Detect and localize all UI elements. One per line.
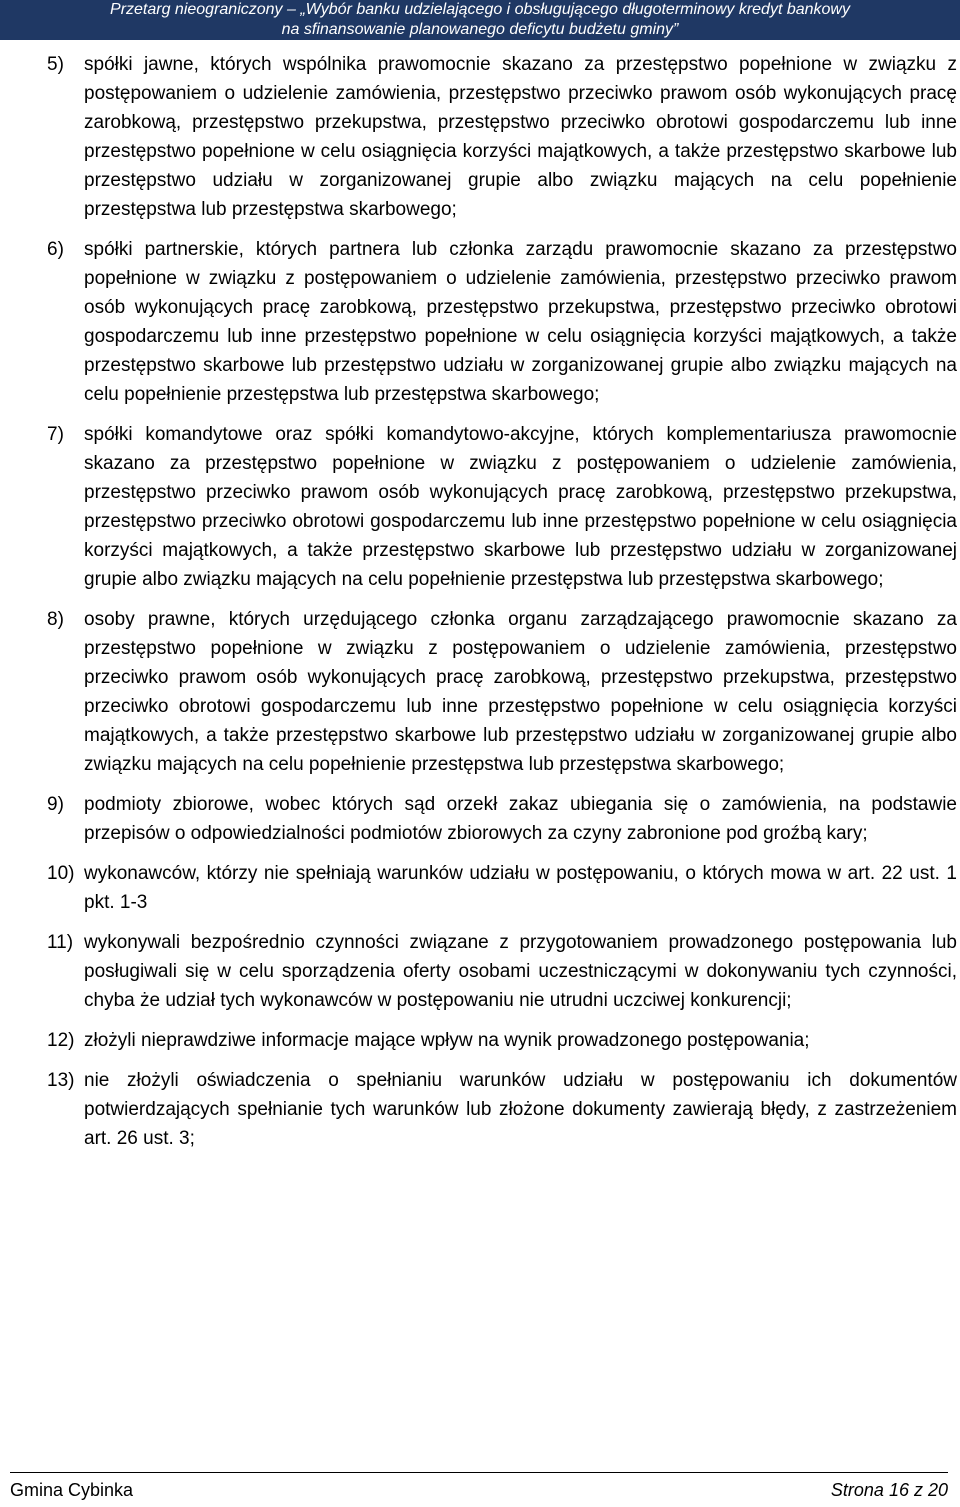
page-footer [10,1472,948,1502]
list-item-number: 8) [47,609,64,630]
footer-municipality: Gmina Cybinka [10,1480,134,1500]
list-item-number: 6) [47,239,64,260]
list-item [47,420,957,594]
list-item-number: 12) [47,1030,75,1051]
list-item [47,605,957,779]
list-item-number: 10) [47,863,75,884]
list-item-text: wykonywali bezpośrednio czynności związane z przygotowaniem prowadzonego postępowania lub posługiwali się w celu sporządzenia oferty osobami uczestniczącymi w dokonywaniu tych czynności, chyba że udział tych wykonawców w postępowaniu nie utrudni uczciwej konkurencji; [84,932,957,1011]
list-item-text: wykonawców, którzy nie spełniają warunków udziału w postępowaniu, o których mowa w art. 22 ust. 1 pkt. 1-3 [84,863,957,913]
footer-page-number: Strona 16 z 20 [830,1480,948,1500]
header-line-2: na sfinansowanie planowanego deficytu budżetu gminy” [281,21,679,38]
list-item-text: spółki komandytowe oraz spółki komandytowo-akcyjne, których komplementariusza prawomocnie skazano za przestępstwo popełnione w związku z postępowaniem o udzielenie zamówienia, przestępstwo przeciwko prawom osób wykonujących pracę zarobkową, przestępstwo przekupstwa, przestępstwo przeciwko obrotowi gospodarczemu lub inne przestępstwo popełnione w celu osiągnięcia korzyści majątkowych, a także przestępstwo skarbowe lub przestępstwo udziału w zorganizowanej grupie albo związku mających na celu popełnienie przestępstwa lub przestępstwa skarbowego; [84,424,957,590]
list-item [47,928,957,1015]
list-item-number: 9) [47,794,64,815]
list-item [47,859,957,917]
list-item-text: podmioty zbiorowe, wobec których sąd orzekł zakaz ubiegania się o zamówienia, na podstawie przepisów o odpowiedzialności podmiotów zbiorowych za czyny zabronione pod groźbą kary; [84,794,957,844]
list-item-number: 13) [47,1070,75,1091]
list-item-number: 7) [47,424,64,445]
list-item [47,1026,957,1055]
list-item-text: nie złożyli oświadczenia o spełnianiu warunków udziału w postępowaniu ich dokumentów potwierdzających spełnianie tych warunków lub złożone dokumenty zawierają błędy, z zastrzeżeniem art. 26 ust. 3; [84,1070,957,1149]
document-body [47,50,957,1164]
list-item-text: złożyli nieprawdziwe informacje mające wpływ na wynik prowadzonego postępowania; [84,1030,810,1051]
list-item-text: spółki partnerskie, których partnera lub członka zarządu prawomocnie skazano za przestępstwo popełnione w związku z postępowaniem o udzielenie zamówienia, przestępstwo przeciwko prawom osób wykonujących pracę zarobkową, przestępstwo przekupstwa, przestępstwo przeciwko obrotowi gospodarczemu lub inne przestępstwo popełnione w celu osiągnięcia korzyści majątkowych, a także przestępstwo skarbowe lub przestępstwo udziału w zorganizowanej grupie albo związku mających na celu popełnienie przestępstwa lub przestępstwa skarbowego; [84,239,957,405]
list-item [47,235,957,409]
list-item-number: 11) [47,932,74,953]
list-item [47,50,957,224]
header-line-1: Przetarg nieograniczony – „Wybór banku udzielającego i obsługującego długoterminowy kredyt bankowy [110,1,850,18]
list-item [47,790,957,848]
list-item [47,1066,957,1153]
list-item-number: 5) [47,54,64,75]
list-item-text: spółki jawne, których wspólnika prawomocnie skazano za przestępstwo popełnione w związku z postępowaniem o udzielenie zamówienia, przestępstwo przeciwko prawom osób wykonujących pracę zarobkową, przestępstwo przekupstwa, przestępstwo przeciwko obrotowi gospodarczemu lub inne przestępstwo popełnione w celu osiągnięcia korzyści majątkowych, a także przestępstwo skarbowe lub przestępstwo udziału w zorganizowanej grupie albo związku mających na celu popełnienie przestępstwa lub przestępstwa skarbowego; [84,54,957,220]
page-header [0,0,960,40]
list-item-text: osoby prawne, których urzędującego członka organu zarządzającego prawomocnie skazano za przestępstwo popełnione w związku z postępowaniem o udzielenie zamówienia, przestępstwo przeciwko prawom osób wykonujących pracę zarobkową, przestępstwo przekupstwa, przestępstwo przeciwko obrotowi gospodarczemu lub inne przestępstwo popełnione w celu osiągnięcia korzyści majątkowych, a także przestępstwo skarbowe lub przestępstwo udziału w zorganizowanej grupie albo związku mających na celu popełnienie przestępstwa lub przestępstwa skarbowego; [84,609,957,775]
